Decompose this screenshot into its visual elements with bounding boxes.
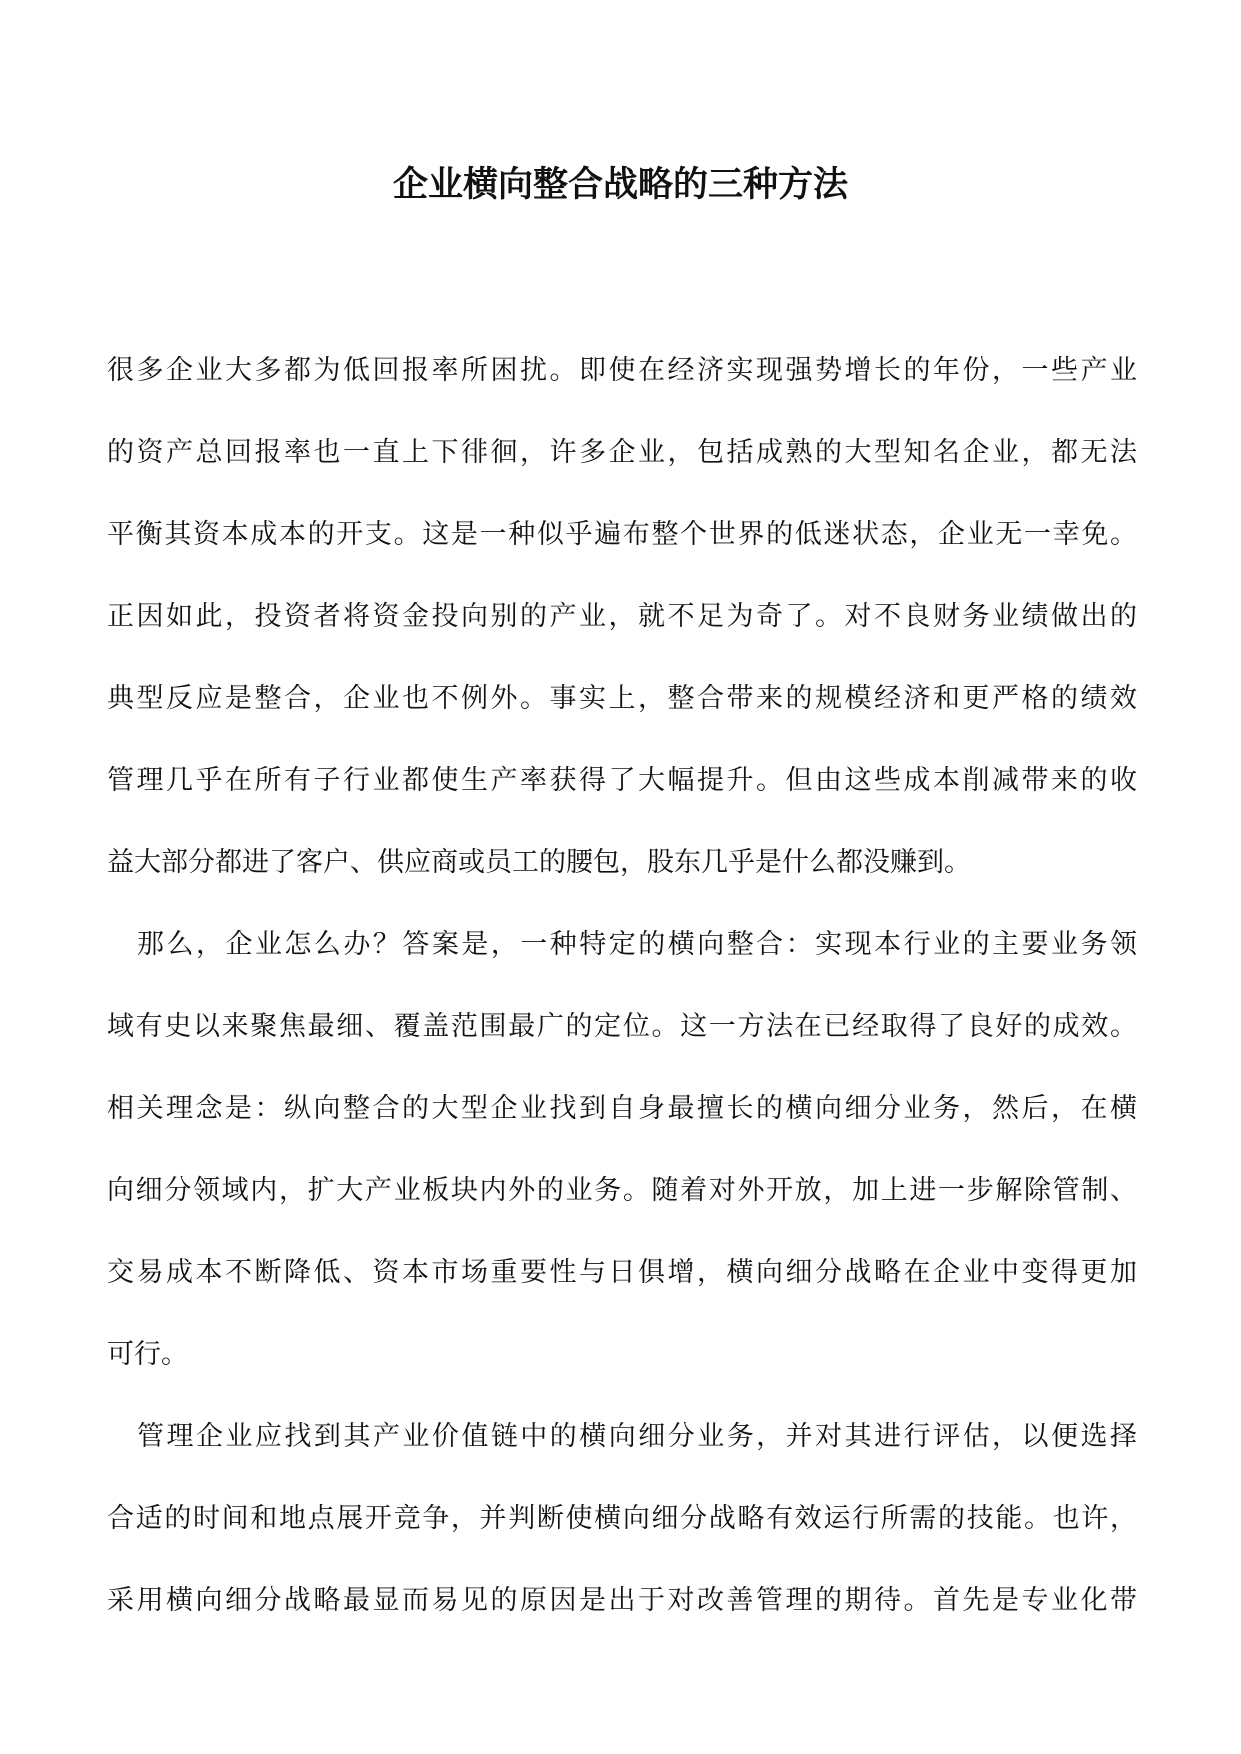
paragraph-line: 很多企业大多都为低回报率所困扰。即使在经济实现强势增长的年份，一些产业 (107, 355, 1137, 386)
document-body (107, 340, 1137, 1652)
paragraph-line: 那么，企业怎么办？答案是，一种特定的横向整合：实现本行业的主要业务领 (137, 929, 1137, 960)
paragraph-line: 典型反应是整合，企业也不例外。事实上，整合带来的规模经济和更严格的绩效 (107, 683, 1137, 714)
paragraph-line: 的资产总回报率也一直上下徘徊，许多企业，包括成熟的大型知名企业，都无法 (107, 437, 1137, 468)
paragraph-line: 益大部分都进了客户、供应商或员工的腰包，股东几乎是什么都没赚到。 (107, 847, 971, 878)
paragraph-line: 可行。 (107, 1339, 188, 1370)
paragraph-line: 管理企业应找到其产业价值链中的横向细分业务，并对其进行评估，以便选择 (137, 1421, 1137, 1452)
paragraph-line: 合适的时间和地点展开竞争，并判断使横向细分战略有效运行所需的技能。也许， (107, 1503, 1137, 1534)
paragraph-line: 正因如此，投资者将资金投向别的产业，就不足为奇了。对不良财务业绩做出的 (107, 601, 1137, 632)
document-title: 企业横向整合战略的三种方法 (392, 164, 848, 205)
paragraph-line: 域有史以来聚焦最细、覆盖范围最广的定位。这一方法在已经取得了良好的成效。 (107, 1011, 1137, 1042)
paragraph-line: 交易成本不断降低、资本市场重要性与日俱增，横向细分战略在企业中变得更加 (107, 1257, 1137, 1288)
paragraph-line: 向细分领域内，扩大产业板块内外的业务。随着对外开放，加上进一步解除管制、 (107, 1175, 1137, 1206)
paragraph-line: 平衡其资本成本的开支。这是一种似乎遍布整个世界的低迷状态，企业无一幸免。 (107, 519, 1137, 550)
paragraph-line: 采用横向细分战略最显而易见的原因是出于对改善管理的期待。首先是专业化带 (107, 1585, 1137, 1616)
paragraph-line: 相关理念是：纵向整合的大型企业找到自身最擅长的横向细分业务，然后，在横 (107, 1093, 1137, 1124)
paragraph-line: 管理几乎在所有子行业都使生产率获得了大幅提升。但由这些成本削减带来的收 (107, 765, 1137, 796)
